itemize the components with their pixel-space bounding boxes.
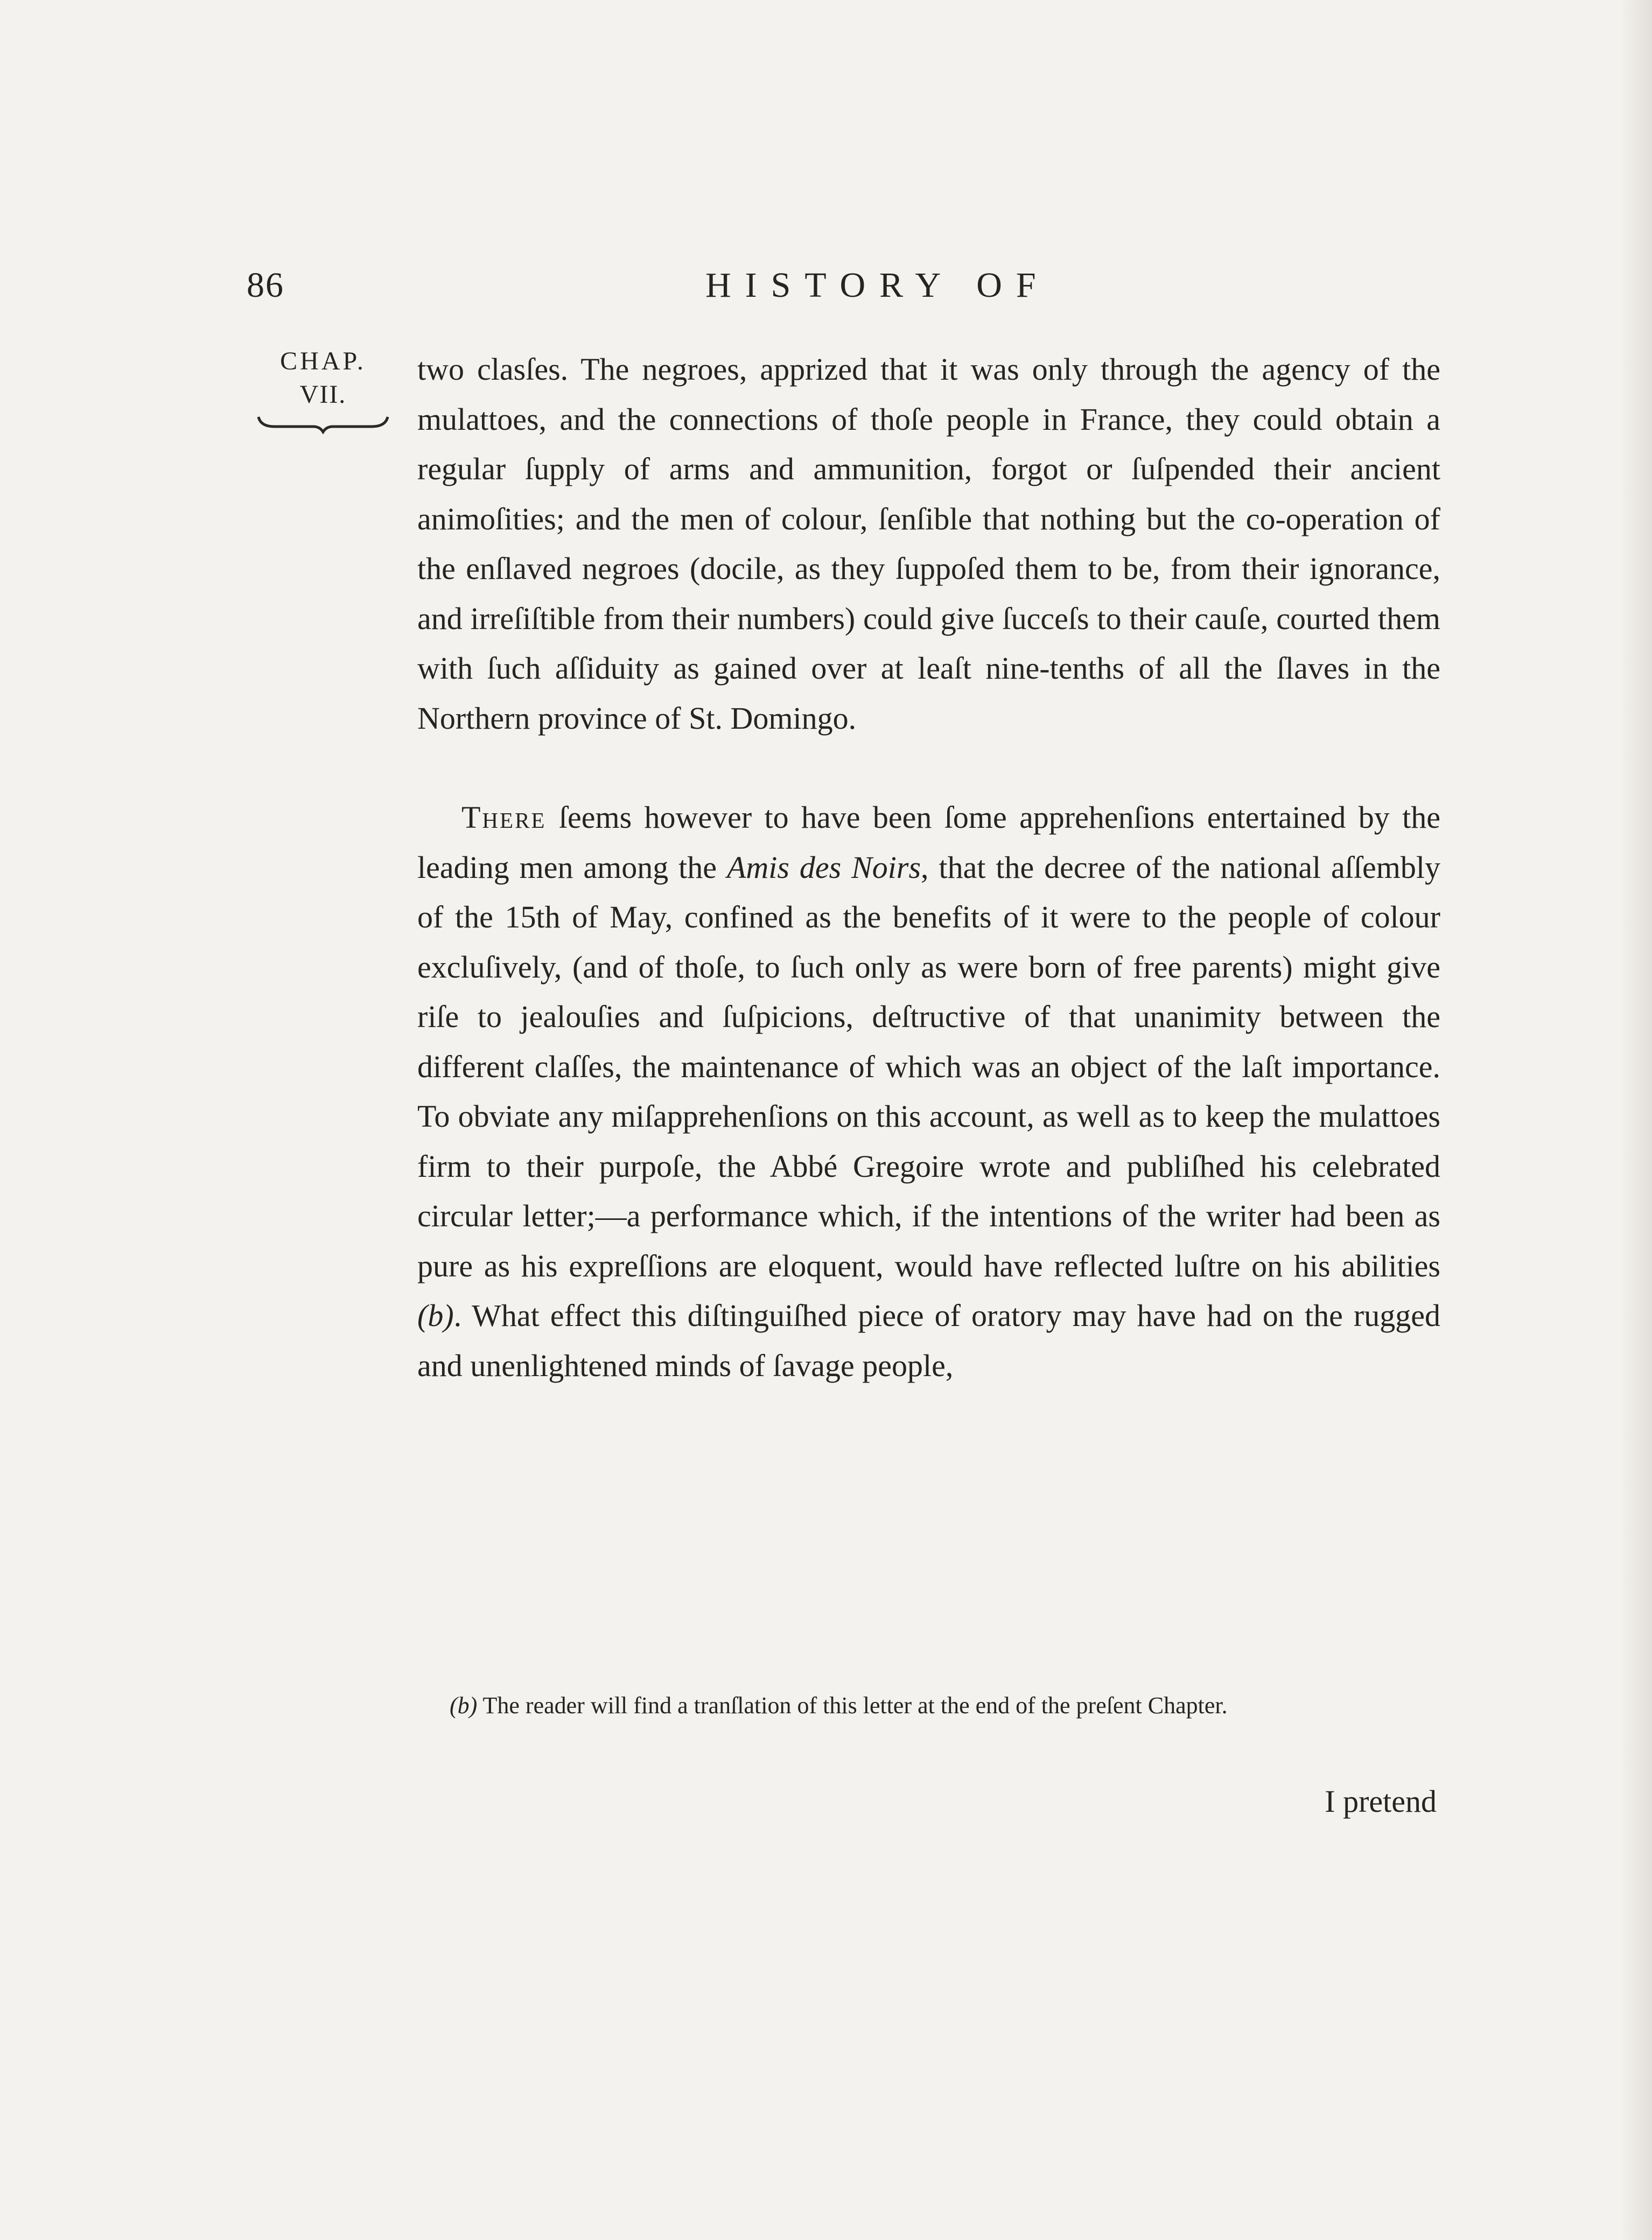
footnote — [417, 1688, 1440, 1723]
catchword: I pretend — [1325, 1784, 1437, 1819]
page-number: 86 — [247, 266, 284, 305]
footnote-reference: (b) — [417, 1298, 454, 1333]
footnote-marker: (b) — [450, 1692, 478, 1719]
paragraph-2-text-1: ſeems however to have been ſome apprehenſions entertained by the leading men among the — [417, 800, 1440, 885]
page-edge-shadow — [1620, 0, 1652, 2240]
paragraph-2-text-2: , that the decree of the national aſſembly of the 15th of May, confined as the benefits of it were to the people of colour excluſively, (and of thoſe, to ſuch only as were born of free parents) might give riſe to jealouſies and ſuſpicions, deſtructive of that unanimity between the different claſſes, the maintenance of which was an object of the laſt importance. To obviate any miſapprehenſions on this account, as well as to keep the mulattoes firm to their purpoſe, the Abbé Gregoire wrote and publiſhed his celebrated circular letter;—a performance which, if the intentions of the writer had been as pure as his expreſſions are eloquent, would have reflected luſtre on his abilities — [417, 849, 1441, 1283]
paragraph-2 — [417, 793, 1440, 1391]
chapter-number: VII. — [299, 380, 347, 409]
chapter-label: CHAP. — [280, 347, 366, 375]
main-text — [417, 345, 1440, 1391]
paragraph-1: two clasſes. The negroes, apprized that it was only through the agency of the mulattoes, and the connections of thoſe people in France, they could obtain a regular ſupply of arms and ammunition, forgot or ſuſpended their ancient animoſities; and the men of colour, ſenſible that nothing but the co-operation of the enſlaved negroes (docile, as they ſuppoſed them to be, from their ignorance, and irreſiſtible from their numbers) could give ſucceſs to their cauſe, courted them with ſuch aſſiduity as gained over at leaſt nine-tenths of all the ſlaves in the Northern province of St. Domingo. — [417, 352, 1440, 736]
running-title: HISTORY OF — [705, 266, 1050, 305]
curly-brace-ornament — [253, 413, 393, 434]
paragraph-2-lead-word: There — [461, 800, 547, 835]
paragraph-2-text-3: . What effect this diſtinguiſhed piece of oratory may have had on the rugged and unenlightened minds of ſavage people, — [417, 1298, 1440, 1383]
paragraph-2-italic-amis-des-noirs: Amis des Noirs — [726, 849, 921, 885]
footnote-text: The reader will find a tranſlation of this letter at the end of the preſent Chapter. — [477, 1692, 1228, 1719]
chapter-margin-note — [253, 345, 393, 434]
